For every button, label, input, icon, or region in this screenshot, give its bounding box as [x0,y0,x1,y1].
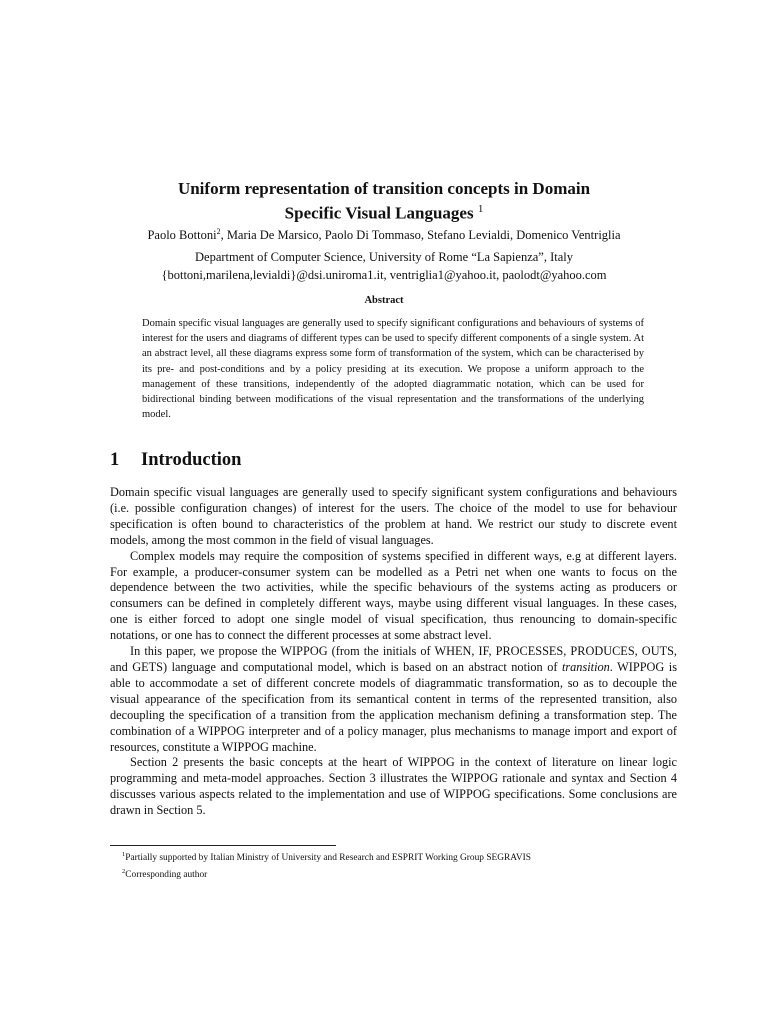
title-line-2 [110,199,658,224]
paper-title [110,178,658,224]
paragraph-3-part-1: In this paper, we propose the WIPPOG (from the initials of WHEN, IF, PROCESSES, PRODUCES, OUTS, and GETS) language and computational model, which is based on an abstract notion of [110,644,677,674]
author-list [100,224,668,243]
author-rest: , Maria De Marsico, Paolo Di Tommaso, Stefano Levialdi, Domenico Ventriglia [220,228,621,243]
section-body [110,485,677,819]
paragraph-3-part-2: . WIPPOG is able to accommodate a set of different concrete models of diagrammatic transformation, so as to decouple the visual appearance of the specification from its semantical content in terms of the represented transition, also decoupling the specification of a transition from the application mechanism defining a transformation step. The combination of a WIPPOG interpreter and of a policy manager, plus mechanisms to manage import and export of resources, constitute a WIPPOG machine. [110,659,677,754]
affiliation-dept: Department of Computer Science, University of Rome “La Sapienza”, Italy [195,250,573,264]
paragraph-3 [110,644,677,755]
paragraph-3-emphasis: transition [561,659,610,674]
footnote-1 [110,848,670,865]
author-first: Paolo Bottoni [147,228,217,243]
title-line-1: Uniform representation of transition concepts in Domain [177,179,591,198]
abstract-heading: Abstract [364,295,404,306]
title-line-2-text: Specific Visual Languages [284,203,474,223]
section-number: 1 [110,450,120,470]
paragraph-4: Section 2 presents the basic concepts at the heart of WIPPOG in the context of literature on linear logic programming and meta-model approaches. Section 3 illustrates the WIPPOG rationale and syntax and Section 4 discusses various aspects related to the implementation and use of WIPPOG specifications. Some conclusions are drawn in Section 5. [110,755,677,818]
footnote-2-text: Corresponding author [125,870,208,881]
title-footnote-mark: 1 [477,203,484,215]
affiliation-emails: {bottoni,marilena,levialdi}@dsi.uniroma1.it, ventriglia1@yahoo.it, paolodt@yahoo.com [161,268,607,282]
section-heading [110,450,241,471]
abstract-text: Domain specific visual languages are generally used to specify significant configurations and behaviours of systems of interest for the users and diagrams of different types can be used to specify different components of a single system. At an abstract level, all these diagrams express some form of transformation of the system, which can be characterised by its pre- and post-conditions and by a policy presiding at its execution. We propose a uniform approach to the management of these transitions, independently of the adopted diagrammatic notation, which can be used for bidirectional binding between modifications of the visual representation and the transformations of the underlying model. [142,318,644,421]
author-first-mark: 2 [216,227,221,236]
section-title-text: Introduction [141,450,242,470]
affiliation [100,248,668,284]
paragraph-1: Domain specific visual languages are generally used to specify significant system configurations and behaviours (i.e. possible configuration changes) of interest for the users. The choice of the model to use for behaviour specification is often bound to characteristics of the problem at hand. We restrict our study to discrete event models, among the most common in the field of visual languages. [110,485,677,547]
footnote-1-mark: 1 [122,851,126,858]
footnote-2 [110,865,670,882]
paragraph-2: Complex models may require the composition of systems specified in different ways, e.g at different layers. For example, a producer-consumer system can be modelled as a Petri net when one wants to focus on the dependence between the two activities, while the specific behaviours of the systems acting as producers or consumers can be defined in completely different ways, maybe using different visual languages. In these cases, one is either forced to adopt one single model of visual specification, thus renouncing to domain-specific notations, or one has to connect the different processes at some abstract level. [110,548,677,643]
footnote-2-mark: 2 [122,868,126,876]
footnote-rule [110,845,336,846]
footnote-1-text: Partially supported by Italian Ministry of University and Research and ESPRIT Working Group SEGRAVIS [125,853,531,864]
footnotes [110,848,670,882]
